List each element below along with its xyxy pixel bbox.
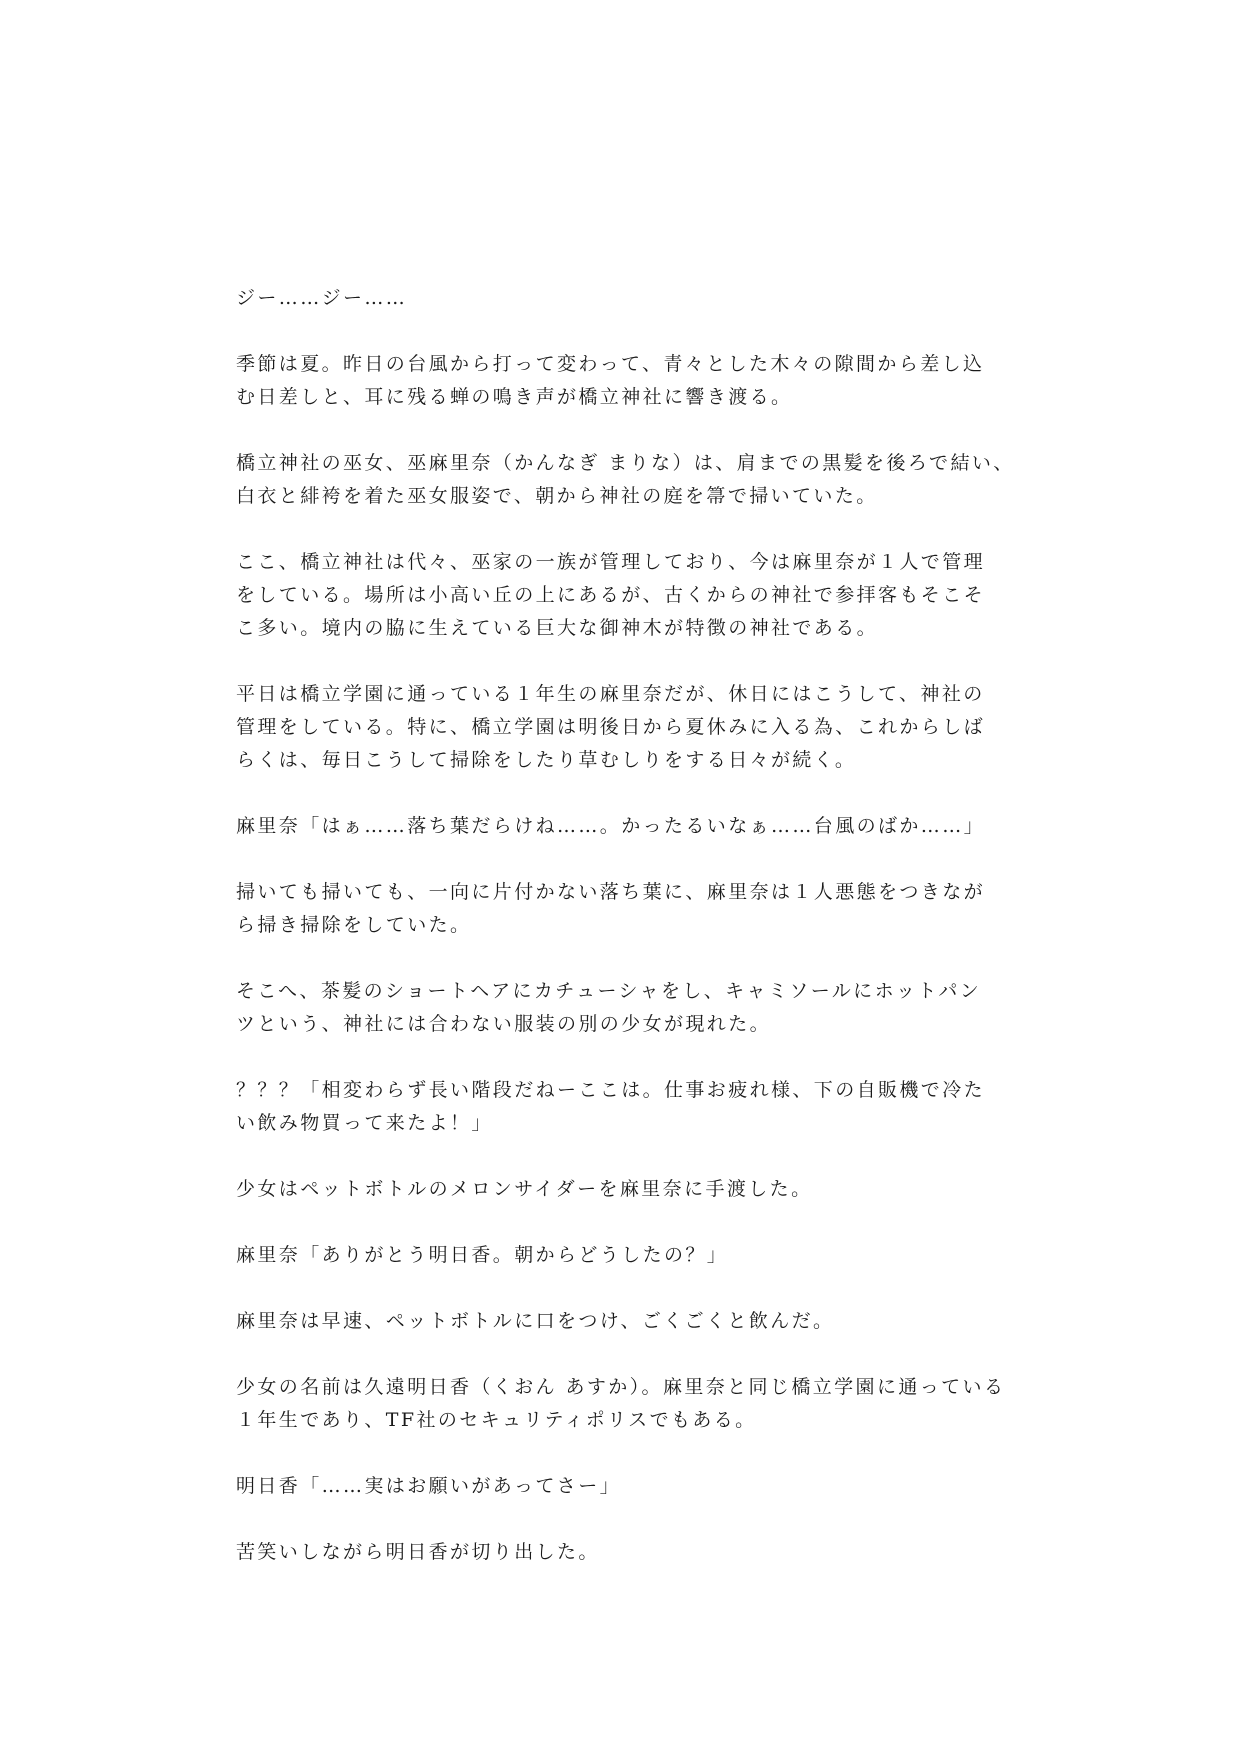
text-line: い飲み物買って来たよ！」 bbox=[236, 1112, 493, 1134]
paragraph bbox=[236, 876, 1016, 942]
paragraph bbox=[236, 282, 1016, 315]
paragraph bbox=[236, 1470, 1016, 1503]
paragraph bbox=[236, 1074, 1016, 1140]
text-line: 麻里奈は早速、ペットボトルに口をつけ、ごくごくと飲んだ。 bbox=[236, 1310, 835, 1332]
text-line: をしている。場所は小高い丘の上にあるが、古くからの神社で参拝客もそこそ bbox=[236, 584, 986, 606]
text-line: ？？？「相変わらず長い階段だねーここは。仕事お疲れ様、下の自販機で冷た bbox=[236, 1079, 986, 1101]
text-line: ジー……ジー…… bbox=[236, 287, 408, 309]
text-line: こ多い。境内の脇に生えている巨大な御神木が特徴の神社である。 bbox=[236, 617, 879, 639]
paragraph bbox=[236, 1371, 1016, 1437]
text-line: 麻里奈「ありがとう明日香。朝からどうしたの？」 bbox=[236, 1244, 729, 1266]
text-line: らくは、毎日こうして掃除をしたり草むしりをする日々が続く。 bbox=[236, 749, 857, 771]
text-line: 掃いても掃いても、一向に片付かない落ち葉に、麻里奈は１人悪態をつきなが bbox=[236, 881, 986, 903]
text-line: む日差しと、耳に残る蝉の鳴き声が橋立神社に響き渡る。 bbox=[236, 386, 793, 408]
paragraph bbox=[236, 1536, 1016, 1569]
paragraph bbox=[236, 810, 1016, 843]
text-line: ここ、橋立神社は代々、巫家の一族が管理しており、今は麻里奈が１人で管理 bbox=[236, 551, 986, 573]
text-line: ツという、神社には合わない服装の別の少女が現れた。 bbox=[236, 1013, 772, 1035]
text-line: 白衣と緋袴を着た巫女服姿で、朝から神社の庭を箒で掃いていた。 bbox=[236, 485, 878, 507]
text-line: 橋立神社の巫女、巫麻里奈（かんなぎ まりな）は、肩までの黒髪を後ろで結い、 bbox=[236, 452, 1015, 474]
text-line: 季節は夏。昨日の台風から打って変わって、青々とした木々の隙間から差し込 bbox=[236, 353, 985, 375]
paragraph bbox=[236, 975, 1016, 1041]
body-text bbox=[236, 282, 1016, 1602]
text-line: ら掃き掃除をしていた。 bbox=[236, 914, 472, 936]
paragraph bbox=[236, 348, 1016, 414]
paragraph bbox=[236, 678, 1016, 777]
text-line: 麻里奈「はぁ……落ち葉だらけね……。かったるいなぁ……台風のばか……」 bbox=[236, 815, 986, 837]
paragraph bbox=[236, 447, 1016, 513]
paragraph bbox=[236, 1173, 1016, 1206]
text-line: 少女の名前は久遠明日香（くおん あすか）。麻里奈と同じ橋立学園に通っている bbox=[236, 1376, 1006, 1398]
text-line: 平日は橋立学園に通っている１年生の麻里奈だが、休日にはこうして、神社の bbox=[236, 683, 985, 705]
text-line: そこへ、茶髪のショートヘアにカチューシャをし、キャミソールにホットパン bbox=[236, 980, 982, 1002]
text-line: 明日香「……実はお願いがあってさー」 bbox=[236, 1475, 622, 1497]
text-line: 苦笑いしながら明日香が切り出した。 bbox=[236, 1541, 600, 1563]
text-line: 管理をしている。特に、橋立学園は明後日から夏休みに入る為、これからしば bbox=[236, 716, 986, 738]
paragraph bbox=[236, 1305, 1016, 1338]
paragraph bbox=[236, 546, 1016, 645]
text-line: 少女はペットボトルのメロンサイダーを麻里奈に手渡した。 bbox=[236, 1178, 813, 1200]
text-line: １年生であり、TF社のセキュリティポリスでもある。 bbox=[236, 1409, 757, 1431]
paragraph bbox=[236, 1239, 1016, 1272]
